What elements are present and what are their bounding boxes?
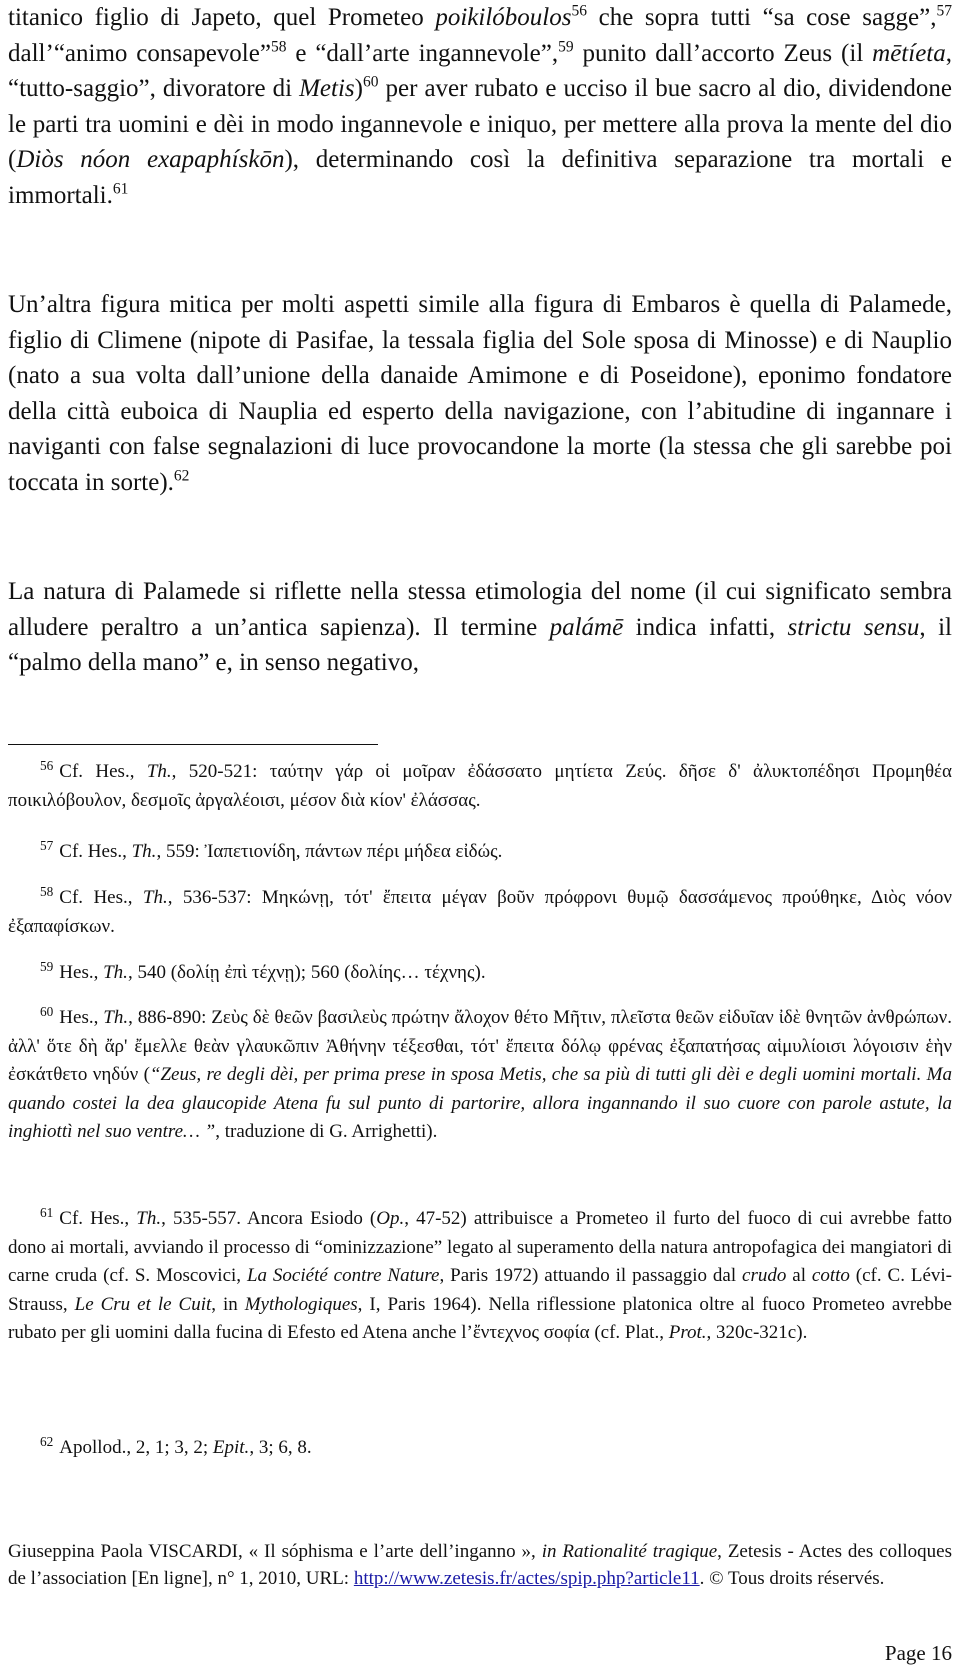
text-run: Cf. Hes., — [59, 841, 132, 862]
italic-text: strictu sensu — [787, 613, 920, 641]
text-run: , 559: Ἰαπετιονίδη, πάντων πέρι μήδεα εἰδώς. — [156, 841, 503, 862]
italic-text: Epit. — [212, 1437, 250, 1458]
italic-text: poikilóboulos — [435, 4, 572, 31]
italic-text: Le Cru et le Cuit — [74, 1293, 212, 1315]
italic-text: Op. — [376, 1208, 405, 1229]
text-run: , 535-557. Ancora Esiodo ( — [161, 1208, 377, 1229]
italic-text: mētíeta — [872, 39, 946, 67]
text-run: punito dall’accorto Zeus (il — [573, 39, 873, 67]
text-run: . © Tous droits réservés. — [699, 1568, 885, 1589]
text-run: al — [786, 1265, 812, 1287]
page-footer — [8, 1538, 952, 1592]
italic-text: Metis — [299, 75, 355, 103]
text-run: Apollod., 2, 1; 3, 2; — [59, 1437, 213, 1458]
italic-text: crudo — [742, 1265, 787, 1287]
italic-text: “Zeus, re degli dèi, per prima prese in sposa Metis, che sa più di tutti gli dèi e degli uomini mortali. Ma quando costei la dea glaucopide Atena fu sul punto di partorire, allora ingannando il suo cuore con parole astute, la inghiottì nel suo ventre… ” — [8, 1064, 952, 1143]
italic-text: Diòs nóon exapaphískōn — [16, 146, 285, 174]
footnote-57 — [8, 838, 952, 867]
footnote-number: 58 — [40, 883, 54, 899]
footnote-59 — [8, 959, 952, 988]
page-number: Page 16 — [884, 1641, 952, 1665]
text-run: Hes., — [59, 1007, 104, 1028]
text-run: , traduzione di G. Arrighetti). — [215, 1121, 438, 1143]
footnote-number: 56 — [40, 757, 54, 773]
text-run: , in — [211, 1293, 245, 1315]
text-run: Cf. Hes., — [59, 1208, 137, 1229]
italic-text: cotto — [811, 1265, 850, 1287]
footnote-reference: 62 — [173, 467, 190, 485]
footnote-reference: 57 — [936, 2, 952, 20]
italic-text: Th. — [136, 1208, 162, 1229]
italic-text: Th. — [103, 962, 128, 983]
text-run: , 520-521: ταύτην γάρ οἱ μοῖραν ἐδάσσατο μητίετα Ζεύς. δῆσε δ' ἀλυκτοπέδησι Προμηθέα ποικιλόβουλον, δεσμοῖς ἀργαλέοισι, μέσον διὰ κίον' ἐλάσσας. — [8, 761, 952, 811]
text-run: Un’altra figura mitica per molti aspetti simile alla figura di Embaros è quella di Palamede, figlio di Climene (nipote di Pasifae, la tessala figlia del Sole sposa di Minosse) e di Nauplio (nato a sua volta dall’unione della danaide Amimone e di Poseidone), eponimo fondatore della città euboica di Nauplia ed esperto della navigazione, con l’abitudine di ingannare i naviganti con false segnalazioni di luce provocandone la morte (la stessa che gli sarebbe poi toccata in sorte). — [8, 291, 952, 496]
italic-text: in Rationalité tragique — [541, 1541, 718, 1562]
paragraph-etimologia — [8, 574, 952, 681]
text-run: ) — [354, 75, 363, 103]
text-run: , I, Paris 1964). Nella riflessione platonica oltre al fuoco Prometeo avrebbe rubato per gli uomini dalla fucina di Efesto ed Atena anche l’ἔντεχνος σοφία (cf. Plat., — [8, 1293, 952, 1344]
citation-line — [8, 1538, 952, 1592]
paragraph-prometeo — [8, 0, 952, 214]
text-run: , 320c-321c). — [706, 1322, 808, 1344]
text-run: , 540 (δολίῃ ἐπὶ τέχνῃ); 560 (δολίης… τέχνης). — [127, 962, 486, 983]
text-run: Cf. Hes., — [59, 887, 143, 908]
footnote-62 — [8, 1434, 952, 1463]
text-run: , 3; 6, 8. — [249, 1437, 312, 1458]
text-run: ), determinando così la definitiva separazione tra mortali e immortali. — [8, 146, 952, 209]
footnote-number: 57 — [40, 837, 54, 853]
italic-text: Mythologiques — [244, 1293, 358, 1315]
italic-text: Prot. — [668, 1322, 707, 1344]
text-run: La natura di Palamede si riflette nella stessa etimologia del nome (il cui significato sembra alludere peraltro a un’antica sapienza). Il termine — [8, 578, 952, 641]
footnote-separator — [8, 744, 378, 745]
text-run: Hes., — [59, 962, 104, 983]
text-run: titanico figlio di Japeto, quel Prometeo — [8, 4, 436, 31]
italic-text: Th. — [103, 1007, 129, 1028]
text-run: Giuseppina Paola VISCARDI, « Il sóphisma e l’arte dell’inganno », — [8, 1541, 542, 1562]
text-run: , 47-52) attribuisce a Prometeo il furto del fuoco di cui avrebbe fatto dono ai mortali, avviando il processo di “ominizzazione” legato al superamento della natura antropofagica dei mangiatori di carne cruda (cf. S. Moscovici, — [8, 1208, 952, 1287]
text-run: per aver rubato e ucciso il bue sacro al dio, dividendone le parti tra uomini e dèi in modo ingannevole e iniquo, per mettere alla prova la mente del dio ( — [8, 75, 952, 174]
text-run: , “tutto-saggio”, divoratore di — [8, 39, 952, 103]
italic-text: Th. — [146, 761, 172, 782]
text-run: che sopra tutti “sa cose sagge”, — [586, 4, 937, 31]
footnote-number: 60 — [40, 1003, 54, 1019]
italic-text: La Société contre Nature — [246, 1265, 440, 1287]
text-run: dall’“animo consapevole” — [8, 39, 271, 67]
footnote-reference: 56 — [571, 2, 587, 20]
footnote-number: 61 — [40, 1204, 54, 1220]
italic-text: palámē — [549, 613, 624, 641]
text-run: (cf. C. Lévi-Strauss, — [8, 1265, 953, 1315]
text-run: , Paris 1972) attuando il passaggio dal — [439, 1265, 743, 1287]
footnote-56 — [8, 758, 952, 815]
source-link[interactable]: http://www.zetesis.fr/actes/spip.php?article11 — [353, 1568, 700, 1589]
text-run: e “dall’arte ingannevole”, — [286, 39, 559, 67]
footnote-reference: 61 — [112, 180, 129, 198]
text-run: , Zetesis - Actes des colloques de l’association [En ligne], n° 1, 2010, URL: — [8, 1541, 952, 1589]
footnote-reference: 59 — [558, 37, 574, 55]
text-run: indica infatti, — [623, 613, 788, 641]
footnote-61 — [8, 1205, 952, 1348]
text-run: , 886-890: Ζεὺς δὲ θεῶν βασιλεὺς πρώτην ἄλοχον θέτο Μῆτιν, πλεῖστα θεῶν εἰδυῖαν ἰδὲ θνητῶν ἀνθρώπων. ἀλλ' ὅτε δὴ ἄρ' ἔμελλε θεὰν γλαυκῶπιν Ἀθήνην τέξεσθαι, τότ' ἔπειτα δόλῳ φρένας ἐξαπατήσας αἱμυλίοισι λόγοισιν ἑὴν ἐσκάτθετο νηδύν ( — [8, 1007, 952, 1086]
footnote-reference: 58 — [270, 37, 287, 55]
text-run: , 536-537: Μηκώνῃ, τότ' ἔπειτα μέγαν βοῦν πρόφρονι θυμῷ δασσάμενος προύθηκε, Διὸς νόον ἐξαπαφίσκων. — [8, 887, 952, 937]
text-run: Cf. Hes., — [59, 761, 147, 782]
footnote-number: 59 — [40, 958, 54, 974]
paragraph-palamede — [8, 287, 952, 501]
footnote-number: 62 — [40, 1433, 54, 1449]
text-run: , il “palmo della mano” e, in senso negativo, — [8, 613, 952, 677]
footnote-reference: 60 — [362, 73, 379, 91]
footnote-60 — [8, 1004, 952, 1147]
footnote-58 — [8, 884, 952, 941]
italic-text: Th. — [142, 887, 168, 908]
italic-text: Th. — [131, 841, 157, 862]
